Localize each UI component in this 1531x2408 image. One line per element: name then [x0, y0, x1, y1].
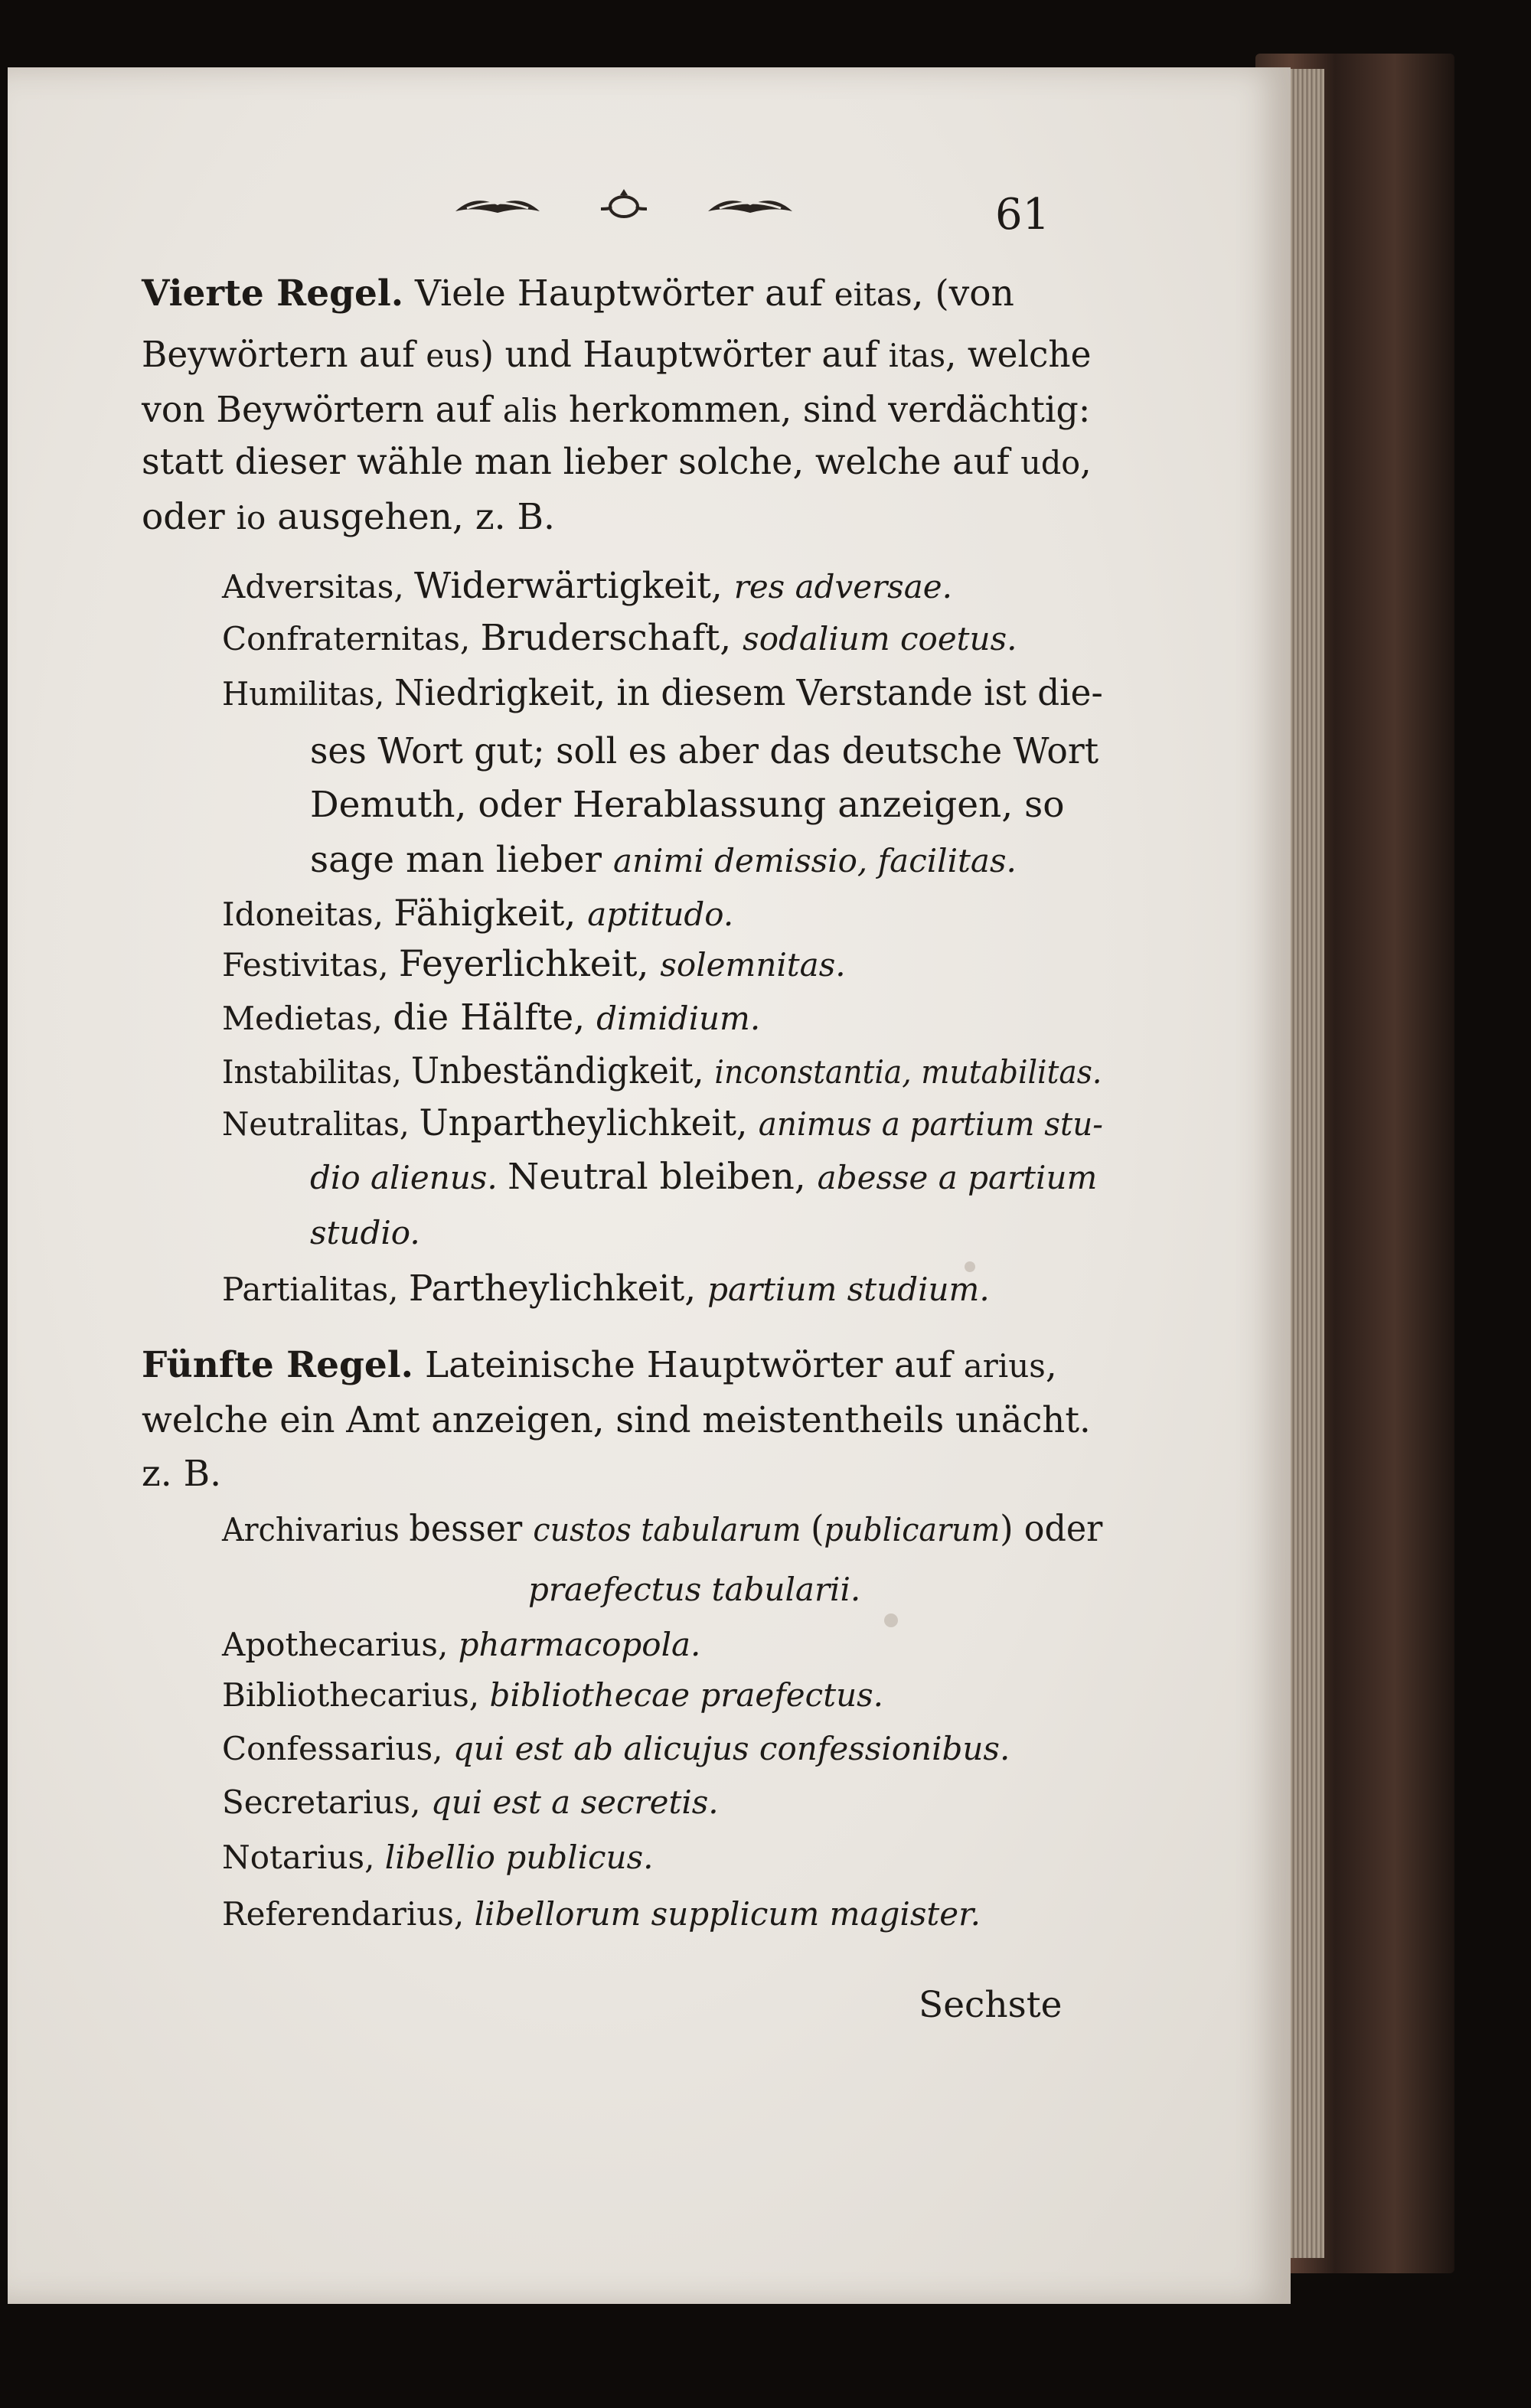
german-text: (	[811, 1508, 824, 1550]
text-line	[310, 1156, 1098, 1198]
german-text: z. B.	[142, 1453, 222, 1495]
latin-term: publicarum	[824, 1511, 1001, 1548]
text-line	[310, 784, 1065, 826]
latin-word: arius	[963, 1347, 1046, 1385]
latin-word: io	[236, 499, 266, 537]
latin-term: aptitudo.	[587, 896, 734, 933]
text-line	[528, 1571, 860, 1607]
glossary-entry-line	[222, 892, 734, 935]
text-line	[142, 334, 1092, 376]
german-text: Widerwärtigkeit,	[414, 565, 734, 607]
german-text: ,	[1045, 1344, 1057, 1386]
latin-term: dimidium.	[596, 1000, 761, 1037]
glossary-entry-line	[222, 672, 1103, 714]
text-line	[142, 1399, 1091, 1441]
german-text: oder	[142, 496, 237, 538]
rule-title: Vierte Regel.	[142, 272, 404, 315]
german-text: ) und Hauptwörter auf	[480, 334, 889, 376]
german-text: sage man lieber	[310, 839, 613, 881]
german-text: besser	[409, 1508, 534, 1550]
latin-term: libellio publicus.	[384, 1839, 654, 1876]
latin-word: Adversitas,	[222, 568, 415, 605]
german-text: Partheylichkeit,	[408, 1268, 708, 1310]
text-line	[310, 1214, 420, 1250]
german-text: welche ein Amt anzeigen, sind meistentheils unächt.	[142, 1399, 1091, 1441]
german-text: Niedrigkeit, in diesem Verstande ist die-	[394, 672, 1103, 714]
latin-word: Partialitas,	[222, 1271, 409, 1308]
german-text: Sechste	[919, 1984, 1063, 2026]
german-text: statt dieser wähle man lieber solche, welche auf	[142, 441, 1021, 483]
latin-word: Medietas,	[222, 1000, 393, 1037]
german-text: Unbeständigkeit,	[411, 1050, 715, 1092]
latin-term: animus a partium stu-	[758, 1105, 1103, 1143]
latin-word: eus	[426, 337, 481, 374]
latin-word: Instabilitas,	[222, 1053, 412, 1091]
german-text: Fähigkeit,	[393, 892, 588, 935]
glossary-entry-line	[222, 1895, 981, 1931]
latin-term: animi demissio, facilitas.	[612, 842, 1017, 879]
latin-word: Bibliothecarius,	[222, 1676, 490, 1714]
glossary-entry-line	[222, 1102, 1103, 1144]
latin-word: Idoneitas,	[222, 896, 394, 933]
ornament-left-icon	[452, 190, 544, 220]
ink-spot	[884, 1613, 898, 1627]
german-text: Viele Hauptwörter auf	[403, 272, 834, 315]
german-text: von Beywörtern auf	[142, 389, 503, 431]
text-line	[142, 389, 1091, 431]
latin-word: itas	[888, 337, 946, 374]
latin-term: bibliothecae praefectus.	[489, 1676, 884, 1714]
latin-word: Archivarius	[222, 1511, 410, 1548]
german-text: , welche	[945, 334, 1092, 376]
latin-word: Notarius,	[222, 1839, 385, 1876]
german-text: Bruderschaft,	[480, 617, 743, 659]
glossary-entry-line	[222, 1839, 654, 1875]
german-text: Neutral bleiben,	[508, 1156, 818, 1198]
glossary-entry-line	[222, 617, 1017, 659]
glossary-entry-line	[222, 943, 846, 985]
german-text: herkommen, sind verdächtig:	[557, 389, 1091, 431]
glossary-entry-line	[222, 1676, 883, 1712]
glossary-entry-line	[222, 1626, 700, 1662]
glossary-entry-line	[222, 1050, 1102, 1092]
latin-term: custos tabularum	[533, 1511, 811, 1548]
latin-word: Apothecarius,	[222, 1626, 459, 1663]
latin-term: abesse a partium	[817, 1159, 1098, 1196]
rule-heading-line	[142, 1344, 1057, 1386]
latin-word: Confessarius,	[222, 1730, 453, 1767]
german-text: ses Wort gut; soll es aber das deutsche Wort	[310, 730, 1099, 772]
text-line	[310, 839, 1017, 881]
german-text: die Hälfte,	[393, 997, 597, 1039]
text-line	[142, 496, 555, 538]
german-text: Lateinische Hauptwörter auf	[413, 1344, 964, 1386]
german-text: Feyerlichkeit,	[398, 943, 661, 985]
latin-word: Referendarius,	[222, 1895, 475, 1933]
page-number: 61	[995, 190, 1050, 240]
latin-term: solemnitas.	[660, 946, 846, 984]
latin-term: qui est a secretis.	[430, 1783, 719, 1821]
latin-word: Humilitas,	[222, 675, 395, 713]
german-text: ausgehen, z. B.	[266, 496, 555, 538]
german-text: Demuth, oder Herablassung anzeigen, so	[310, 784, 1065, 826]
latin-word: Festivitas,	[222, 946, 399, 984]
latin-term: libellorum supplicum magister.	[474, 1895, 981, 1933]
latin-word: udo	[1020, 444, 1081, 481]
latin-term: partium studium.	[707, 1271, 990, 1308]
glossary-entry-line	[222, 1783, 719, 1819]
catchword	[919, 1984, 1063, 2026]
latin-term: res adversae.	[733, 568, 952, 605]
german-text: ,	[1080, 441, 1092, 483]
text-line	[310, 730, 1099, 772]
glossary-entry-line	[222, 997, 761, 1039]
glossary-entry-line	[222, 1268, 990, 1310]
german-text: , (von	[912, 272, 1014, 315]
latin-word: Secretarius,	[222, 1783, 431, 1821]
latin-term: dio alienus.	[310, 1159, 508, 1196]
latin-word: alis	[502, 392, 558, 429]
latin-term: inconstantia, mutabilitas.	[714, 1053, 1102, 1091]
glossary-entry-line	[222, 1730, 1010, 1766]
rule-title: Fünfte Regel.	[142, 1344, 414, 1386]
text-line	[142, 441, 1092, 483]
rule-heading-line	[142, 272, 1014, 315]
latin-word: eitas	[834, 276, 912, 313]
ornament-center-icon	[593, 186, 655, 224]
latin-term: studio.	[310, 1214, 420, 1251]
header-ornament	[452, 182, 796, 228]
german-text: Unpartheylichkeit,	[419, 1102, 759, 1144]
latin-word: Neutralitas,	[222, 1105, 419, 1143]
german-text: Beywörtern auf	[142, 334, 426, 376]
latin-word: Confraternitas,	[222, 620, 481, 657]
latin-term: pharmacopola.	[458, 1626, 701, 1663]
latin-term: sodalium coetus.	[743, 620, 1017, 657]
ornament-right-icon	[704, 190, 796, 220]
latin-term: qui est ab alicujus confessionibus.	[452, 1730, 1010, 1767]
latin-term: praefectus tabularii.	[528, 1571, 861, 1608]
text-line	[142, 1453, 222, 1495]
glossary-entry-line	[222, 1508, 1103, 1550]
glossary-entry-line	[222, 565, 952, 607]
german-text: ) oder	[1000, 1508, 1103, 1550]
